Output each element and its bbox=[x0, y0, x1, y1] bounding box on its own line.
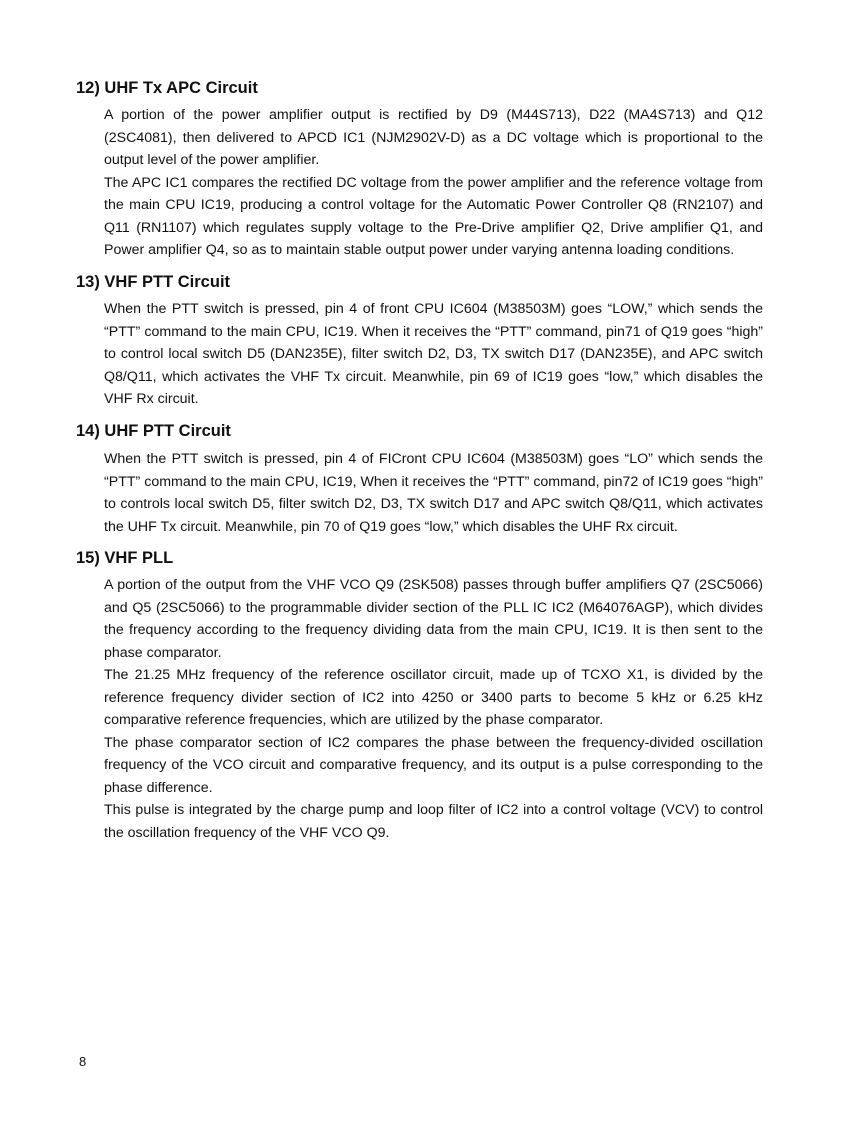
paragraph-vhf-ptt-1: When the PTT switch is pressed, pin 4 of front CPU IC604 (M38503M) goes “LOW,” which sends the “PTT” command to the main CPU, IC19. When it receives the “PTT” command, pin71 of Q19 goes “high” to control local switch D5 (DAN235E), filter switch D2, D3, TX switch D17 (DAN235E), and APC switch Q8/Q11, which activates the VHF Tx circuit. Meanwhile, pin 69 of IC19 goes “low,” which disables the VHF Rx circuit. bbox=[104, 301, 763, 407]
page-number: 8 bbox=[79, 1054, 87, 1069]
paragraph-vhf-pll-2: The 21.25 MHz frequency of the reference oscillator circuit, made up of TCXO X1, is divided by the reference frequency divider section of IC2 into 4250 or 3400 parts to become 5 kHz or 6.25 kHz comparative reference frequencies, which are utilized by the phase comparator. bbox=[104, 667, 763, 728]
section-heading-vhf-ptt: 13) VHF PTT Circuit bbox=[76, 273, 231, 291]
section-heading-uhf-ptt: 14) UHF PTT Circuit bbox=[76, 422, 231, 440]
paragraph-uhf-tx-apc-1: A portion of the power amplifier output is rectified by D9 (M44S713), D22 (MA4S713) and Q12 (2SC4081), then delivered to APCD IC1 (NJM2902V-D) as a DC voltage which is proportional to the output level of the power amplifier. bbox=[104, 107, 763, 168]
paragraph-uhf-ptt-1: When the PTT switch is pressed, pin 4 of FICront CPU IC604 (M38503M) goes “LO” which sends the “PTT” command to the main CPU, IC19, When it receives the “PTT” command, pin72 of IC19 goes “high” to controls local switch D5, filter switch D2, D3, TX switch D17 and APC switch Q8/Q11, which activates the UHF Tx circuit. Meanwhile, pin 70 of Q19 goes “low,” which disables the UHF Rx circuit. bbox=[104, 451, 763, 535]
section-heading-vhf-pll: 15) VHF PLL bbox=[76, 549, 174, 567]
paragraph-vhf-pll-4: This pulse is integrated by the charge pump and loop filter of IC2 into a control voltage (VCV) to control the oscillation frequency of the VHF VCO Q9. bbox=[104, 802, 763, 841]
paragraph-vhf-pll-1: A portion of the output from the VHF VCO Q9 (2SK508) passes through buffer amplifiers Q7 (2SC5066) and Q5 (2SC5066) to the programmable divider section of the PLL IC IC2 (M64076AGP), which divides the frequency according to the frequency dividing data from the main CPU, IC19. It is then sent to the phase comparator. bbox=[104, 577, 763, 661]
section-heading-uhf-tx-apc: 12) UHF Tx APC Circuit bbox=[76, 79, 258, 97]
paragraph-vhf-pll-3: The phase comparator section of IC2 compares the phase between the frequency-divided oscillation frequency of the VCO circuit and comparative frequency, and its output is a pulse corresponding to the phase difference. bbox=[104, 734, 763, 796]
paragraph-uhf-tx-apc-2: The APC IC1 compares the rectified DC voltage from the power amplifier and the reference voltage from the main CPU IC19, producing a control voltage for the Automatic Power Controller Q8 (RN2107) and Q11 (RN1107) which regulates supply voltage to the Pre-Drive amplifier Q2, Drive amplifier Q1, and Power amplifier Q4, so as to maintain stable output power under varying antenna loading conditions. bbox=[104, 174, 763, 258]
